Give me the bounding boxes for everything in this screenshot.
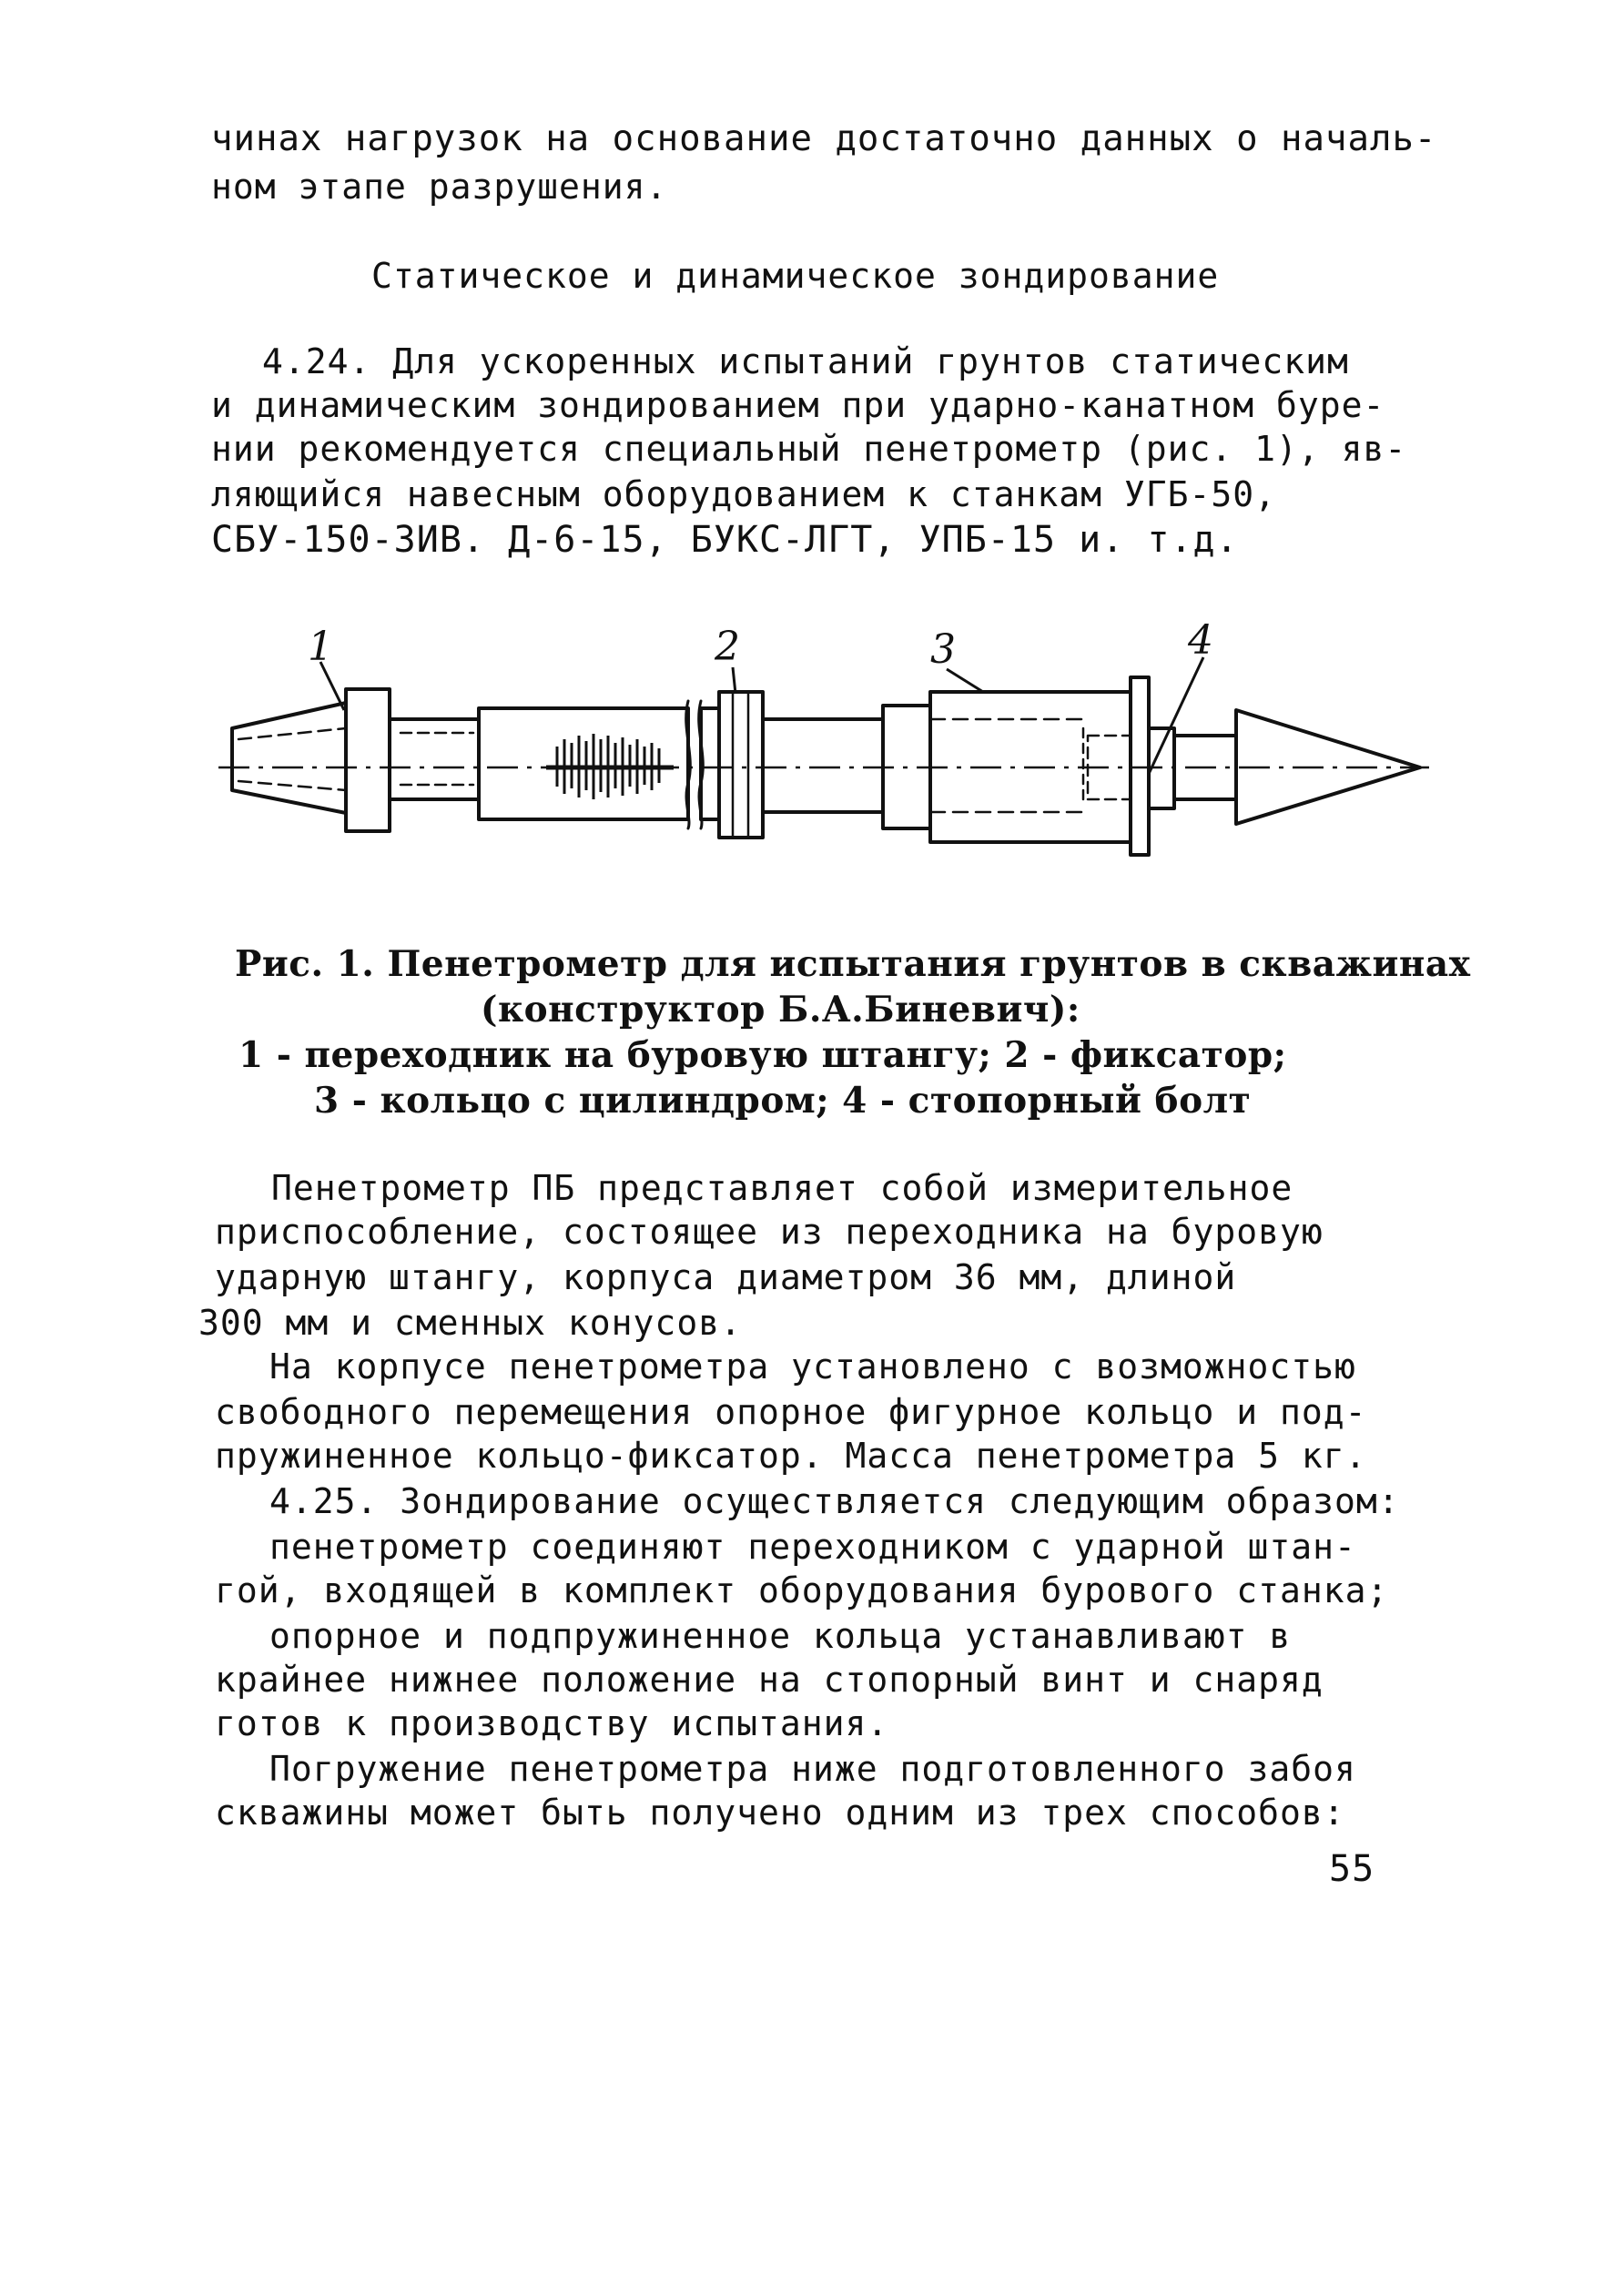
- body-line-11: опорное и подпружиненное кольца устанавливают в: [269, 1616, 1292, 1656]
- stop-flange: [1131, 677, 1149, 855]
- leader-2: [733, 667, 735, 694]
- para-424-line-3: нии рекомендуется специальный пенетрометр (рис. 1), яв-: [211, 429, 1407, 469]
- para-424-line-2: и динамическим зондированием при ударно-канатном буре-: [211, 385, 1385, 425]
- body-line-13: готов к производству испытания.: [215, 1703, 889, 1743]
- body-line-9: пенетрометр соединяют переходником с ударной штан-: [269, 1527, 1356, 1567]
- adapter-flange: [346, 689, 390, 831]
- body-line-2: приспособление, состоящее из переходника на буровую: [215, 1212, 1324, 1252]
- caption-line-2: (конструктор Б.А.Биневич):: [481, 989, 1080, 1031]
- adapter-taper: [232, 703, 346, 813]
- body-line-12: крайнее нижнее положение на стопорный винт и снаряд: [215, 1660, 1324, 1700]
- body-line-4: 300 мм и сменных конусов.: [198, 1303, 742, 1343]
- body-line-6: свободного перемещения опорное фигурное кольцо и под-: [215, 1392, 1367, 1432]
- page-number: 55: [1329, 1848, 1375, 1890]
- fixator-ring: [719, 692, 763, 838]
- caption-line-3: 1 - переходник на буровую штангу; 2 - фиксатор;: [238, 1034, 1287, 1076]
- part-label-1: 1: [308, 624, 334, 670]
- top-line-1: чинах нагрузок на основание достаточно данных о началь-: [211, 118, 1437, 159]
- para-424-line-4: ляющийся навесным оборудованием к станкам УГБ-50,: [211, 474, 1277, 514]
- body-line-5: На корпусе пенетрометра установлено с возможностью: [269, 1346, 1356, 1387]
- adapter-neck: [390, 719, 479, 799]
- para-424-line-1: 4.24. Для ускоренных испытаний грунтов статическим: [262, 341, 1349, 381]
- para-424-line-5: СБУ-150-ЗИВ. Д-6-15, БУКС-ЛГТ, УПБ-15 и. т.д.: [211, 519, 1239, 561]
- body-line-10: гой, входящей в комплект оборудования бурового станка;: [215, 1570, 1389, 1610]
- body-line-3: ударную штангу, корпуса диаметром 36 мм, длиной: [215, 1257, 1237, 1297]
- body-line-1: Пенетрометр ПБ представляет собой измерительное: [271, 1168, 1293, 1208]
- body-left: [479, 708, 688, 819]
- body-line-14: Погружение пенетрометра ниже подготовленного забоя: [269, 1749, 1356, 1789]
- body-line-7: пружиненное кольцо-фиксатор. Масса пенетрометра 5 кг.: [215, 1436, 1367, 1476]
- caption-line-1: Рис. 1. Пенетрометр для испытания грунтов в скважинах: [235, 943, 1471, 985]
- body-middle: [763, 719, 883, 812]
- section-title: Статическое и динамическое зондирование: [371, 256, 1220, 296]
- part-label-4: 4: [1188, 617, 1214, 664]
- caption-line-4: 3 - кольцо с цилиндром; 4 - стопорный болт: [314, 1080, 1252, 1122]
- part-label-3: 3: [930, 626, 957, 673]
- body-line-8: 4.25. Зондирование осуществляется следующим образом:: [269, 1481, 1400, 1521]
- top-line-2: ном этапе разрушения.: [211, 167, 668, 207]
- part-label-2: 2: [715, 624, 741, 670]
- body-line-15: скважины может быть получено одним из трех способов:: [215, 1793, 1345, 1833]
